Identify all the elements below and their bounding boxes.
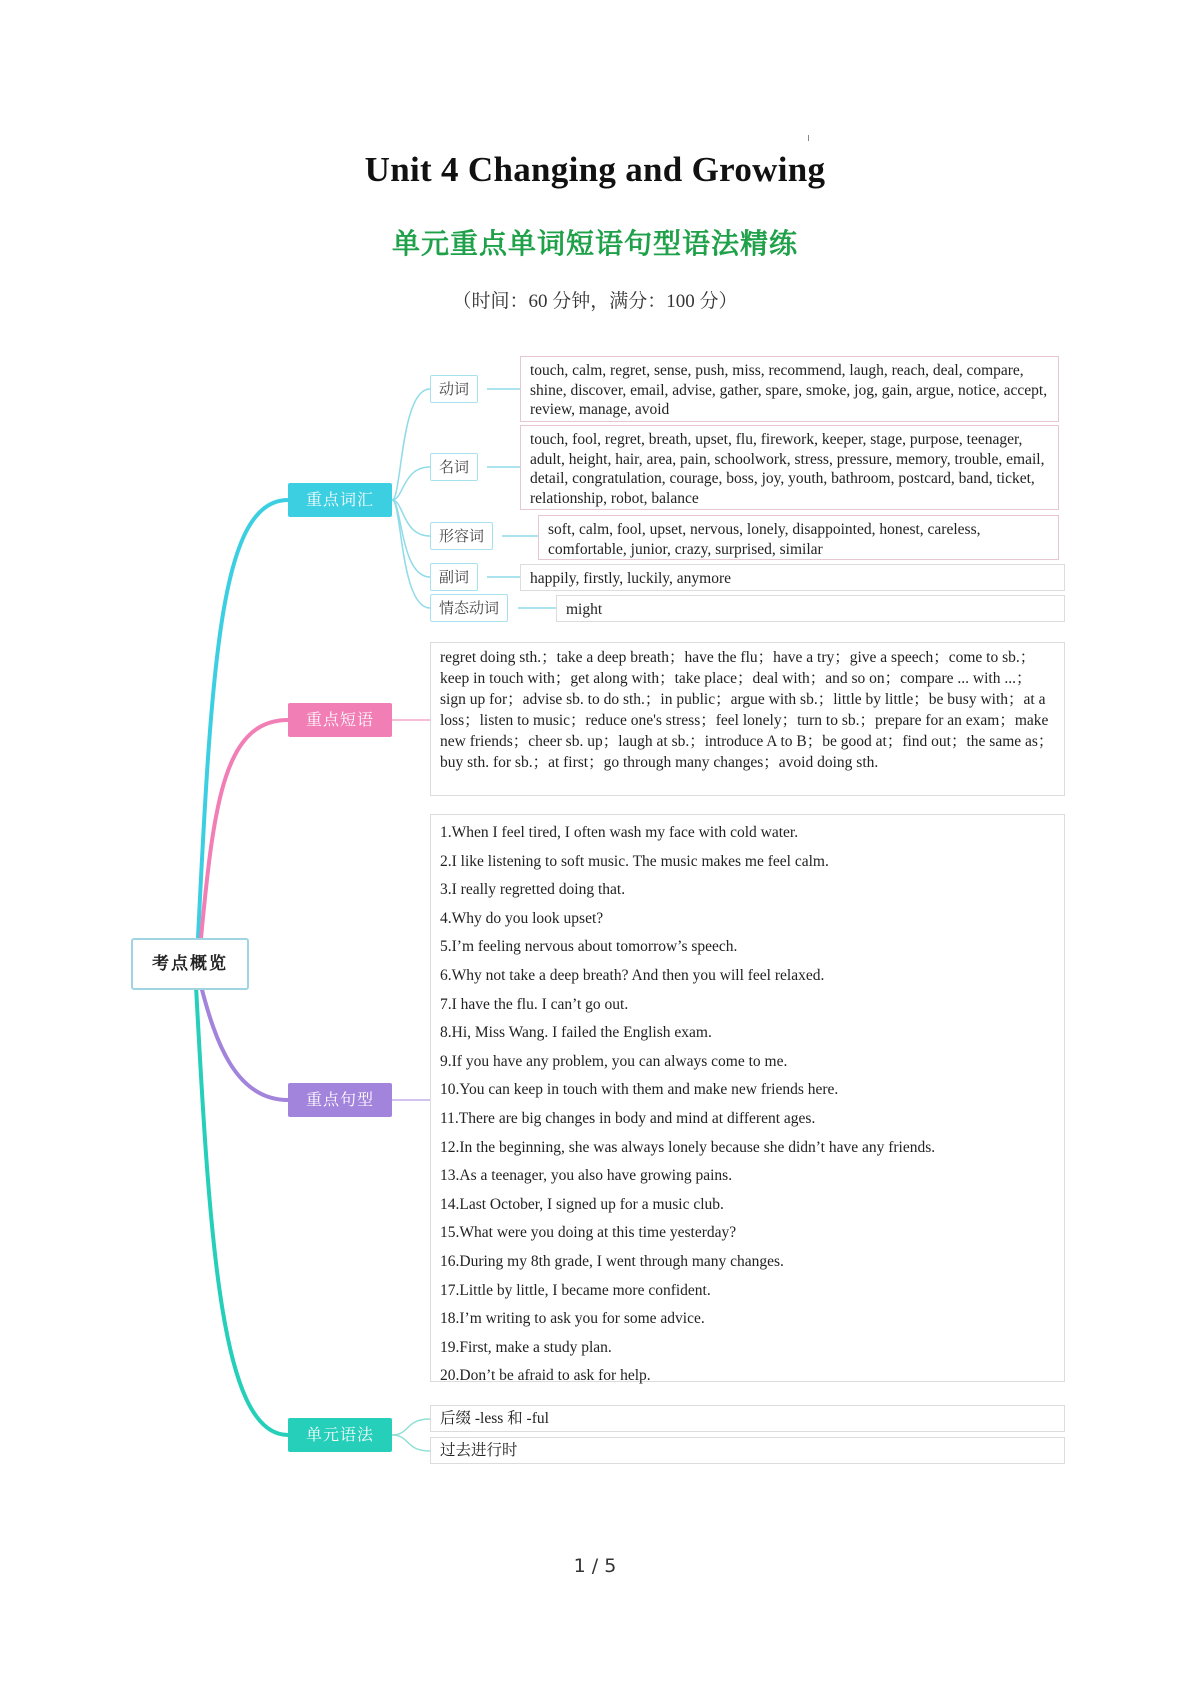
sentence-item: 20.Don’t be afraid to ask for help. [440,1367,651,1385]
branch-grammar [196,986,288,1435]
sentence-list [440,815,1055,1391]
sentence-item: 4.Why do you look upset? [440,909,604,927]
sentence-item: 7.I have the flu. I can’t go out. [440,995,629,1013]
page-number: 1 / 5 [573,1555,617,1577]
sentence-item: 3.I really regretted doing that. [440,881,626,899]
sentence-item: 16.During my 8th grade, I went through many changes. [440,1252,784,1270]
page-title: Unit 4 Changing and Growing [364,150,826,189]
phrases-box: regret doing sth.；take a deep breath；have the flu；have a try；give a speech；come to sb.；keep in touch with；get along with；take place；deal with；and so on；compare ... with ...；sign up for；advise sb. to do sth.；in public；argue with sb.；little by little；be busy with；at a loss；listen to music；reduce one's stress；feel lonely；turn to sb.；prepare for an exam；make new friends；cheer sb. up；laugh at sb.；introduce A to B；be good at；find out；the same as；buy sth. for sb.；at first；go through many changes；avoid doing sth. [430,642,1065,796]
sentence-item: 13.As a teenager, you also have growing pains. [440,1167,733,1185]
sentence-item: 5.I’m feeling nervous about tomorrow’s speech. [440,938,738,956]
verb-words-box: touch, calm, regret, sense, push, miss, recommend, laugh, reach, deal, compare, shine, discover, email, advise, gather, spare, smoke, jog, gain, argue, notice, accept, review, manage, avoid [520,356,1059,422]
sentence-item: 6.Why not take a deep breath? And then you will feel relaxed. [440,966,825,984]
sentence-item: 9.If you have any problem, you can always come to me. [440,1052,788,1070]
sentence-item: 11.There are big changes in body and mind at different ages. [440,1109,816,1127]
sentence-item: 17.Little by little, I became more confident. [440,1281,711,1299]
subnode-adverbs: 副词 [430,563,478,591]
sentence-item: 18.I’m writing to ask you for some advice. [440,1310,705,1328]
category-sentences: 重点句型 [288,1083,392,1117]
exam-time-info: （时间：60 分钟，满分：100 分） [452,291,738,312]
noun-words-box: touch, fool, regret, breath, upset, flu, firework, keeper, stage, purpose, teenager, adult, height, hair, area, pain, schoolwork, stress, pressure, memory, trouble, email, detail, congratulation, courage, boss, joy, youth, bathroom, postcard, band, ticket, relationship, robot, balance [520,425,1059,510]
sentences-box [430,814,1065,1385]
sentence-item: 10.You can keep in touch with them and make new friends here. [440,1081,839,1099]
subnode-adjectives: 形容词 [430,522,493,550]
branch-vocab [198,500,288,938]
page-subtitle: 单元重点单词短语句型语法精练 [391,227,798,260]
sentence-item: 15.What were you doing at this time yesterday? [440,1224,737,1242]
category-phrases: 重点短语 [288,703,392,737]
adverb-words-box: happily, firstly, luckily, anymore [520,564,1065,591]
grammar-item-past-continuous: 过去进行时 [430,1437,1065,1464]
branch-sentences [201,986,288,1100]
sentence-item: 8.Hi, Miss Wang. I failed the English exam. [440,1024,712,1042]
grammar-item-suffix: 后缀 -less 和 -ful [430,1405,1065,1432]
sentence-item: 1.When I feel tired, I often wash my face with cold water. [440,824,799,841]
category-vocabulary: 重点词汇 [288,483,392,517]
subnode-modal-verbs: 情态动词 [430,594,508,622]
subnode-nouns: 名词 [430,453,478,481]
sentence-item: 2.I like listening to soft music. The music makes me feel calm. [440,852,829,870]
mindmap-root: 考点概览 [131,938,249,990]
sentence-item: 14.Last October, I signed up for a music club. [440,1195,724,1213]
sentence-item: 12.In the beginning, she was always lonely because she didn’t have any friends. [440,1138,936,1156]
modal-words-box: might [556,595,1065,622]
category-grammar: 单元语法 [288,1418,392,1452]
sentence-item: 19.First, make a study plan. [440,1338,612,1356]
branch-phrases [201,720,288,938]
subnode-verbs: 动词 [430,375,478,403]
adjective-words-box: soft, calm, fool, upset, nervous, lonely, disappointed, honest, careless, comfortable, junior, crazy, surprised, similar [538,515,1059,560]
